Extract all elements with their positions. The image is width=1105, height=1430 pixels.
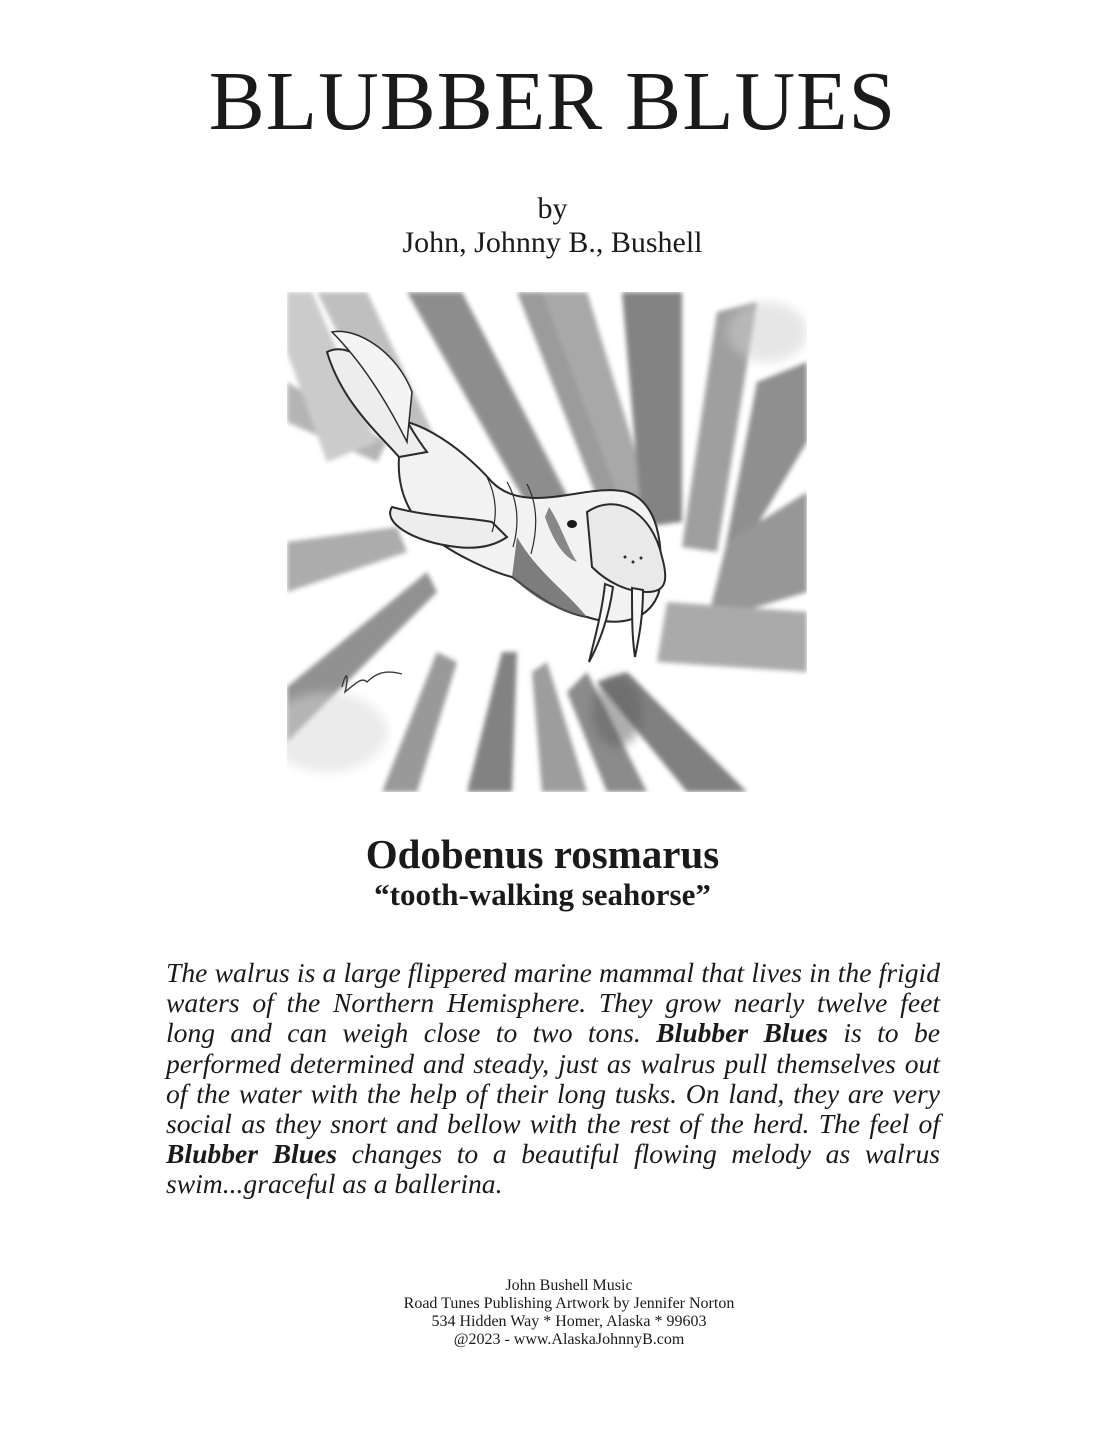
footer-credits: Road Tunes Publishing Artwork by Jennifer Norton	[403, 1295, 735, 1312]
description-text: is to be performed determined and steady, just as walrus pull themselves out of the water with the help of their long tusks. On land, they are very social as they snort and bellow with the rest of the herd. The feel of	[166, 1017, 940, 1140]
species-scientific-name: Odobenus rosmarus	[365, 831, 720, 877]
footer-publisher: John Bushell Music	[505, 1277, 633, 1294]
byline-by: by	[537, 192, 568, 225]
publisher-footer	[0, 1277, 1105, 1349]
description-emphasis: Blubber Blues	[656, 1017, 828, 1049]
species-meaning: “tooth-walking seahorse”	[374, 877, 711, 912]
byline	[0, 192, 1105, 260]
author-name: John, Johnny B., Bushell	[402, 226, 703, 259]
footer-copyright: @2023 - www.AlaskaJohnnyB.com	[453, 1331, 685, 1348]
description-text: The walrus is a large flippered marine mammal that lives in the frigid waters of the Northern Hemisphere. They grow nearly twelve feet long and can weigh close to two tons.	[166, 957, 940, 1049]
species-block	[0, 830, 1085, 912]
description-emphasis: Blubber Blues	[166, 1138, 338, 1170]
description-text: changes to a beautiful flowing melody as walrus swim...graceful as a ballerina.	[166, 1138, 940, 1200]
page-title: BLUBBER BLUES	[208, 55, 897, 148]
footer-address: 534 Hidden Way * Homer, Alaska * 99603	[431, 1313, 707, 1330]
walrus-illustration-svg	[287, 292, 807, 792]
description-paragraph	[166, 958, 940, 1200]
walrus-illustration	[287, 292, 807, 792]
